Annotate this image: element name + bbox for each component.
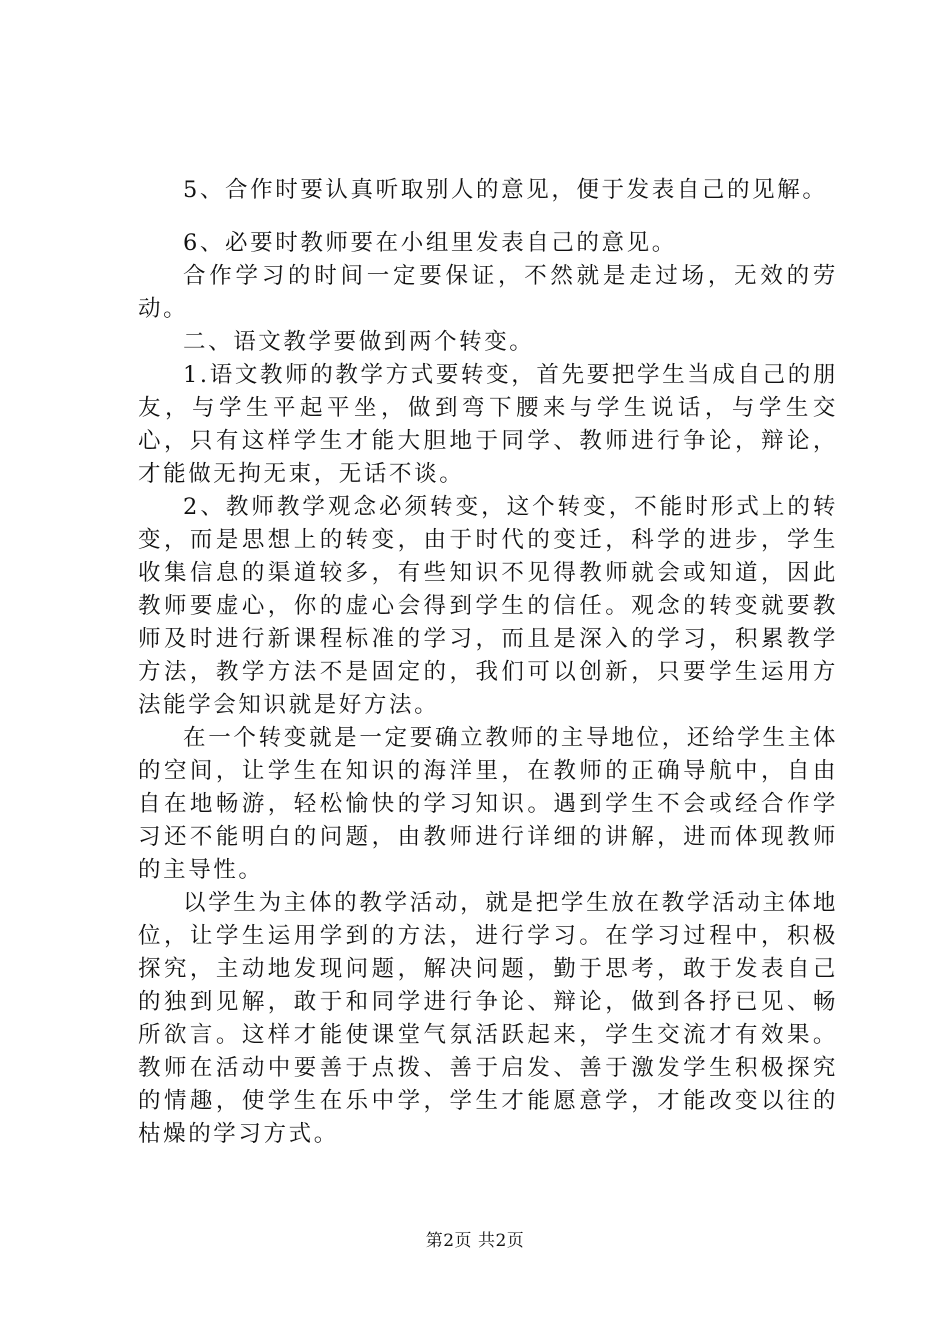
paragraph-item-6: 6、必要时教师要在小组里发表自己的意见。 xyxy=(183,230,677,256)
section-heading-two-changes: 二、语文教学要做到两个转变。 xyxy=(183,329,535,355)
paragraph-item-5: 5、合作时要认真听取别人的意见，便于发表自己的见解。 xyxy=(183,177,828,203)
paragraph-change-1: 1.语文教师的教学方式要转变，首先要把学生当成自己的朋友，与学生平起平坐，做到弯下腰来与学生说话，与学生交心，只有这样学生才能大胆地于同学、教师进行争论，辩论，才能做无拘无束，无话不谈。 xyxy=(138,362,838,487)
page-number: 第2页 共2页 xyxy=(425,1231,525,1251)
paragraph-student-centered: 以学生为主体的教学活动，就是把学生放在教学活动主体地位，让学生运用学到的方法，进行学习。在学习过程中，积极探究，主动地发现问题，解决问题，勤于思考，敢于发表自己的独到见解，敢于和同学进行争论、辩论，做到各抒已见、畅所欲言。这样才能使课堂气氛活跃起来，学生交流才有效果。教师在活动中要善于点拨、善于启发、善于激发学生积极探究的情趣，使学生在乐中学，学生才能愿意学，才能改变以往的枯燥的学习方式。 xyxy=(138,890,838,1147)
paragraph-cooperative-time: 合作学习的时间一定要保证，不然就是走过场，无效的劳动。 xyxy=(138,263,838,322)
paragraph-teacher-leading-role: 在一个转变就是一定要确立教师的主导地位，还给学生主体的空间，让学生在知识的海洋里，在教师的正确导航中，自由自在地畅游，轻松愉快的学习知识。遇到学生不会或经合作学习还不能明白的问题，由教师进行详细的讲解，进而体现教师的主导性。 xyxy=(138,725,838,883)
paragraph-change-2: 2、教师教学观念必须转变，这个转变，不能时形式上的转变，而是思想上的转变，由于时代的变迁，科学的进步，学生收集信息的渠道较多，有些知识不见得教师就会或知道，因此教师要虚心，你的虚心会得到学生的信任。观念的转变就要教师及时进行新课程标准的学习，而且是深入的学习，积累教学方法，教学方法不是固定的，我们可以创新，只要学生运用方法能学会知识就是好方法。 xyxy=(138,494,838,718)
document-body xyxy=(138,174,838,1151)
